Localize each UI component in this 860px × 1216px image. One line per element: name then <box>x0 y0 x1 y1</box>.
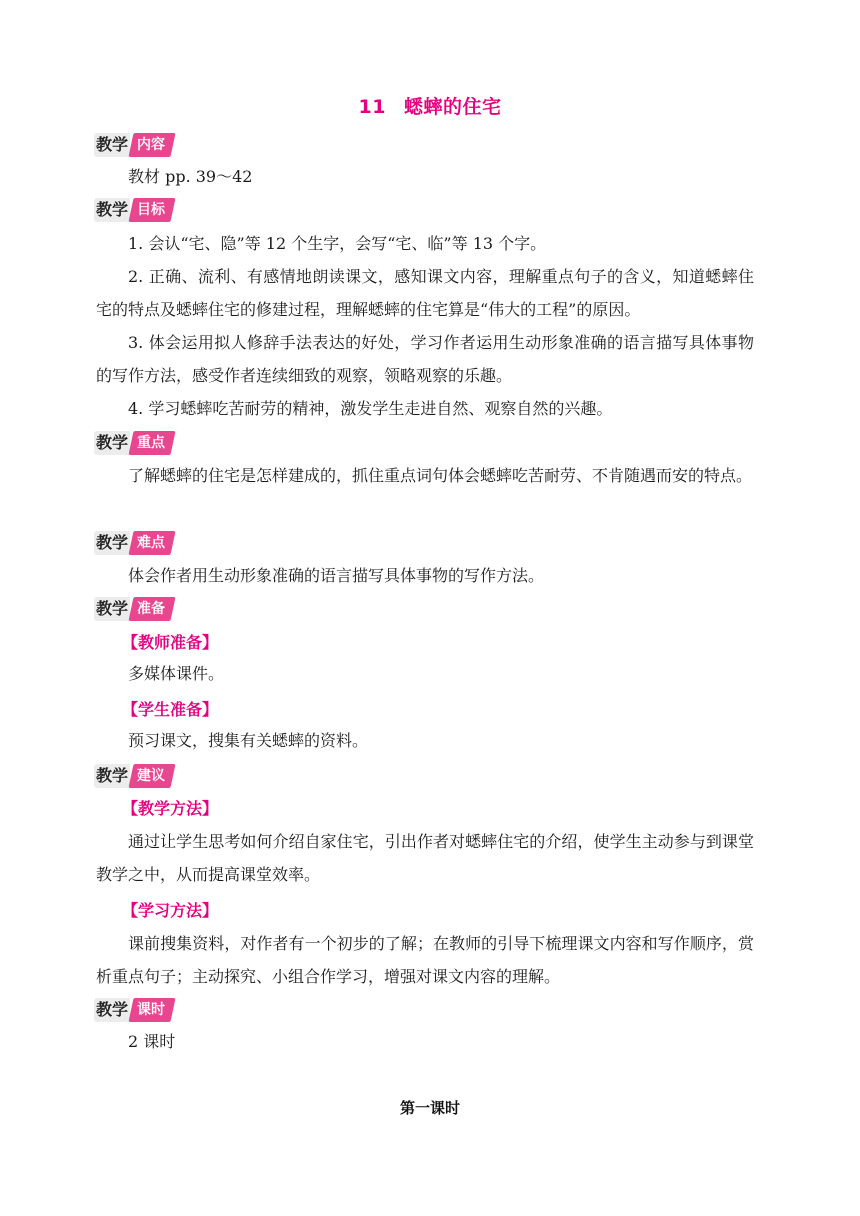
tag-goals <box>94 198 173 222</box>
tag-content <box>94 133 173 157</box>
page-title <box>0 92 860 119</box>
tag-prefix: 教学 <box>94 998 130 1022</box>
tag-key-points <box>94 431 173 455</box>
goal-item: 3. 体会运用拟人修辞手法表达的好处，学习作者运用生动形象准确的语言描写具体事物的写作方法，感受作者连续细致的观察，领略观察的乐趣。 <box>96 333 754 385</box>
tag-prefix: 教学 <box>94 764 130 788</box>
tag-label: 课时 <box>137 1002 166 1018</box>
tag-prefix: 教学 <box>94 431 130 455</box>
teacher-prep-text: 多媒体课件。 <box>128 664 225 683</box>
tag-prefix: 教学 <box>94 531 130 555</box>
lesson-title: 蟋蟀的住宅 <box>403 96 502 118</box>
teacher-prep-label: 【教师准备】 <box>122 633 219 652</box>
student-prep-label: 【学生准备】 <box>122 700 219 719</box>
tag-prefix: 教学 <box>94 597 130 621</box>
tag-label: 难点 <box>137 535 166 551</box>
content-text: 教材 pp. 39～42 <box>128 167 253 186</box>
tag-difficulties <box>94 531 173 555</box>
learning-method-label: 【学习方法】 <box>122 901 219 920</box>
teaching-method-text: 通过让学生思考如何介绍自家住宅，引出作者对蟋蟀住宅的介绍，使学生主动参与到课堂教学之中，从而提高课堂效率。 <box>96 832 754 884</box>
tag-label: 内容 <box>137 137 166 153</box>
tag-class-hours <box>94 998 173 1022</box>
tag-prefix: 教学 <box>94 133 130 157</box>
tag-label: 重点 <box>137 435 166 451</box>
learning-method-text: 课前搜集资料，对作者有一个初步的了解；在教师的引导下梳理课文内容和写作顺序，赏析重点句子；主动探究、小组合作学习，增强对课文内容的理解。 <box>96 934 754 986</box>
tag-suggestions <box>94 764 173 788</box>
tag-label: 目标 <box>137 202 166 218</box>
tag-label: 建议 <box>137 768 166 784</box>
teaching-method-label: 【教学方法】 <box>122 799 219 818</box>
class-hours-text: 2 课时 <box>128 1032 176 1051</box>
difficulties-text: 体会作者用生动形象准确的语言描写具体事物的写作方法。 <box>128 566 545 585</box>
tag-label: 准备 <box>137 601 166 617</box>
student-prep-text: 预习课文，搜集有关蟋蟀的资料。 <box>128 731 369 750</box>
lesson-number: 11 <box>358 96 386 118</box>
key-points-text: 了解蟋蟀的住宅是怎样建成的，抓住重点词句体会蟋蟀吃苦耐劳、不肯随遇而安的特点。 <box>128 466 753 485</box>
tag-prefix: 教学 <box>94 198 130 222</box>
goal-item: 2. 正确、流利、有感情地朗读课文，感知课文内容，理解重点句子的含义，知道蟋蟀住宅的特点及蟋蟀住宅的修建过程，理解蟋蟀的住宅算是“伟大的工程”的原因。 <box>96 267 754 319</box>
goal-item: 1. 会认“宅、隐”等 12 个生字，会写“宅、临”等 13 个字。 <box>128 234 547 253</box>
tag-preparation <box>94 597 173 621</box>
section-title: 第一课时 <box>399 1099 460 1117</box>
goal-item: 4. 学习蟋蟀吃苦耐劳的精神，激发学生走进自然、观察自然的兴趣。 <box>128 399 613 418</box>
